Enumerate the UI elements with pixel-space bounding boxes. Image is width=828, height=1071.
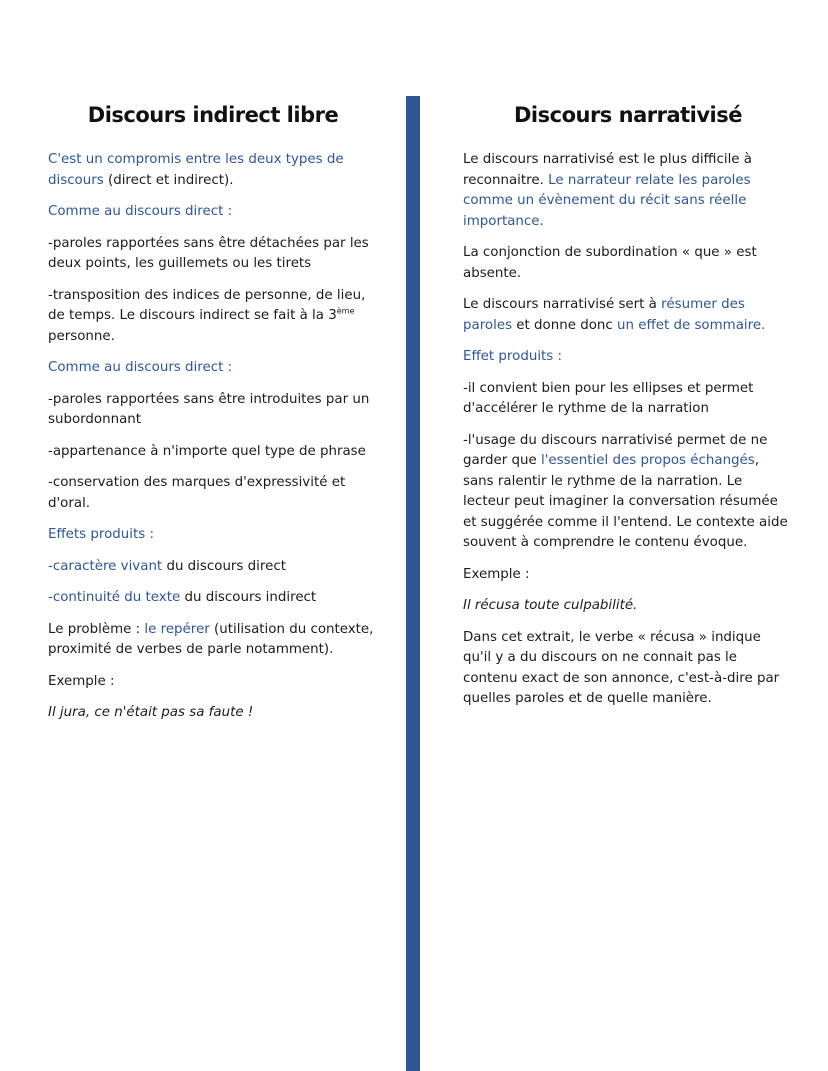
left-intro-highlight: C'est un compromis entre les deux types de discours [48, 152, 344, 188]
right-paragraph-1-highlight: Le narrateur relate les paroles comme un évènement du récit sans réelle importance. [463, 172, 751, 229]
left-title: Discours indirect libre [87, 103, 339, 127]
left-problem [48, 620, 378, 661]
right-paragraph-3-text: Le discours narrativisé sert à [463, 297, 662, 312]
right-conclusion: Dans cet extrait, le verbe « récusa » indique qu'il y a du discours on ne connait pas le contenu exact de son annonce, c'est-à-dire par quelles paroles et de quelle manière. [463, 629, 780, 706]
left-heading-1: Comme au discours direct : [48, 204, 233, 219]
right-item-1: -il convient bien pour les ellipses et permet d'accélérer le rythme de la narration [463, 380, 754, 416]
right-paragraph-3-highlight-1: résumer des paroles [463, 297, 745, 333]
left-effect-2-rest: du discours indirect [180, 590, 317, 605]
left-column [48, 100, 378, 735]
left-heading-2: Comme au discours direct : [48, 360, 233, 375]
left-effect-2 [48, 588, 378, 609]
right-item-2-text: -l'usage du discours narrativisé permet de ne garder que [463, 432, 768, 468]
right-heading: Effet produits : [463, 349, 563, 364]
right-paragraph-1-text: Le discours narrativisé est le plus difficile à reconnaitre. [463, 152, 753, 188]
left-example-label: Exemple : [48, 673, 115, 689]
left-item-2-sup: ème [336, 306, 355, 316]
left-effect-2-highlight: -continuité du texte [48, 590, 181, 605]
right-item-2-rest: , sans ralentir le rythme de la narration. Le lecteur peut imaginer la conversation résumée et suggérée comme il l'entend. Le contexte aide souvent à comprendre le contenu évoque. [463, 453, 788, 550]
left-effect-1-highlight: -caractère vivant [48, 558, 163, 574]
left-problem-highlight: le repérer [144, 621, 210, 637]
left-item-3: -paroles rapportées sans être introduites par un subordonnant [48, 391, 370, 427]
column-divider [406, 96, 420, 1071]
right-title: Discours narrativisé [514, 103, 742, 127]
right-paragraph-3-middle: et donne donc [512, 317, 618, 333]
right-column [463, 100, 793, 721]
left-item-2-end: personne. [48, 328, 115, 344]
left-effect-1 [48, 557, 378, 578]
right-item-2 [463, 431, 793, 554]
left-problem-label: Le problème : [48, 621, 145, 637]
right-example-label: Exemple : [463, 566, 530, 582]
left-example-text: Il jura, ce n'était pas sa faute ! [48, 705, 254, 720]
right-example-text: Il récusa toute culpabilité. [463, 598, 638, 613]
right-item-2-highlight: l'essentiel des propos échangés [540, 453, 755, 468]
right-paragraph-3-highlight-2: un effet de sommaire. [617, 317, 766, 333]
left-item-4: -appartenance à n'importe quel type de phrase [48, 443, 366, 459]
right-paragraph-3 [463, 295, 793, 336]
left-item-2-text: -transposition des indices de personne, de lieu, de temps. Le discours indirect se fait à la 3 [48, 287, 366, 323]
left-item-1: -paroles rapportées sans être détachées par les deux points, les guillemets ou les tirets [48, 235, 369, 271]
right-paragraph-1 [463, 150, 793, 232]
left-heading-3: Effets produits : [48, 527, 155, 542]
left-intro [48, 150, 378, 191]
left-problem-rest: (utilisation du contexte, proximité de verbes de parle notamment). [48, 621, 374, 657]
left-intro-rest: (direct et indirect). [103, 172, 234, 188]
left-item-2 [48, 286, 378, 348]
right-paragraph-2: La conjonction de subordination « que » est absente. [463, 245, 757, 281]
left-item-5: -conservation des marques d'expressivité et d'oral. [48, 475, 346, 511]
left-effect-1-rest: du discours direct [162, 558, 286, 574]
